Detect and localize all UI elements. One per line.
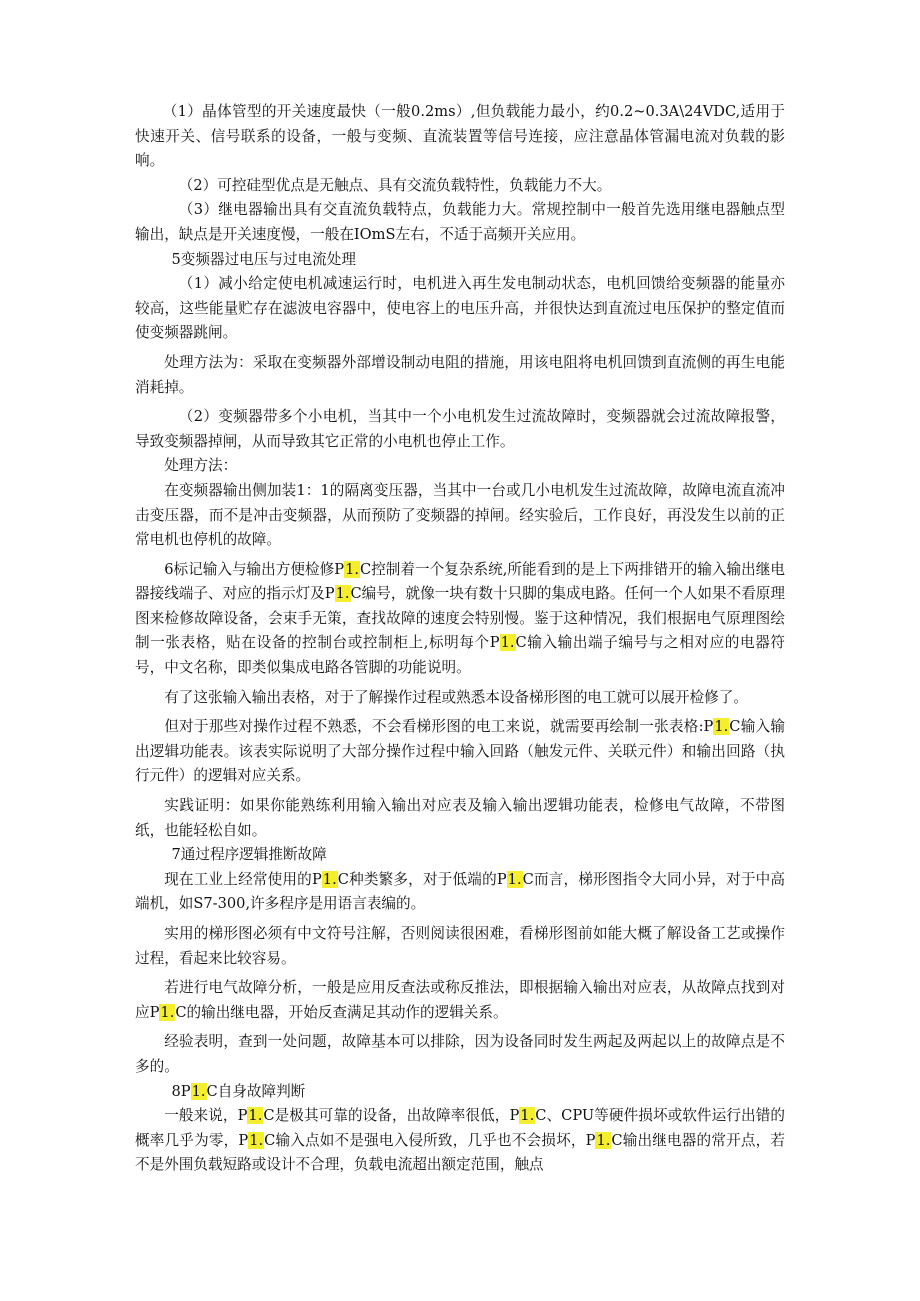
document-body [135, 100, 785, 1178]
paragraph: （2）变频器带多个小电机，当其中一个小电机发生过流故障时，变频器就会过流故障报警，导致变频器掉闸，从而导致其它正常的小电机也停止工作。 [135, 408, 785, 450]
paragraph: 有了这张输入输出表格，对于了解操作过程或熟悉本设备梯形图的电工就可以展开检修了。 [164, 688, 748, 706]
paragraph [135, 1104, 785, 1178]
text-run: C编号，就像一块有数十只脚的集成电路。任何一个人如果不看原理图来检修故障设备，会束手无策，查找故障的速度会特别慢。鉴于这种情况，我们根据电气原理图绘制一张表格，贴在设备的控制台或控制柜上,标明每个P [135, 585, 785, 652]
paragraph [135, 715, 785, 789]
paragraph: （3）继电器输出具有交直流负载特点，负载能力大。常规控制中一般首先选用继电器触点型输出，缺点是开关速度慢，一般在IOmS左右，不适于高频开关应用。 [135, 201, 785, 243]
highlight: 1. [345, 560, 359, 578]
paragraph: （1）减小给定使电机减速运行时，电机进入再生发电制动状态，电机回馈给变频器的能量亦较高，这些能量贮存在滤波电容器中，使电容上的电压升高，并很快达到直流过电压保护的整定值而使变频器跳闸。 [135, 275, 785, 342]
paragraph [135, 976, 785, 1025]
text-run: C输出继电器的常开点，若不是外围负载短路或设计不合理，负载电流超出额定范围，触点 [135, 1131, 785, 1174]
text-run: C输入输出端子编号与之相对应的电器符号，中文名称，即类似集成电路各管脚的功能说明。 [135, 634, 785, 677]
highlight: 1. [249, 1131, 264, 1149]
highlight: 1. [191, 1082, 206, 1100]
highlight: 1. [322, 870, 337, 888]
text-run: C控制着一个复杂系统,所能看到的是上下两排错开的输入输出继电器接线端子、对应的指示灯及P [135, 560, 785, 603]
text-run: C自身故障判断 [206, 1082, 306, 1100]
highlight: 1. [520, 1107, 535, 1125]
highlight: 1. [507, 870, 522, 888]
section-heading: 7通过程序逻辑推断故障 [171, 846, 327, 864]
text-run: C输入点如不是强电入侵所致，几乎也不会损坏，P [264, 1131, 596, 1149]
paragraph: 实用的梯形图必须有中文符号注解，否则阅读很困难，看梯形图前如能大概了解设备工艺或操作过程，看起来比较容易。 [135, 925, 785, 967]
section-heading: 5变频器过电压与过电流处理 [171, 250, 356, 268]
paragraph [135, 558, 785, 681]
paragraph: （2）可控硅型优点是无触点、具有交流负载特性，负载能力不大。 [178, 176, 612, 194]
paragraph: 处理方法为：采取在变频器外部增设制动电阻的措施，用该电阻将电机回馈到直流侧的再生电能消耗掉。 [135, 353, 785, 396]
highlight: 1. [714, 718, 729, 736]
paragraph: （1）晶体管型的开关速度最快（一般0.2ms）,但负载能力最小，约0.2~0.3A\24VDC,适用于快速开关、信号联系的设备，一般与变频、直流装置等信号连接，应注意晶体管漏电流对负载的影响。 [135, 103, 785, 170]
text-run: 一般来说，P [164, 1107, 248, 1125]
highlight: 1. [500, 634, 515, 652]
highlight: 1. [335, 585, 350, 603]
highlight: 1. [248, 1107, 263, 1125]
text-run: C种类繁多，对于低端的P [337, 870, 507, 888]
text-run: C是极其可靠的设备，出故障率很低，P [263, 1107, 520, 1125]
text-run: C的输出继电器，开始反查满足其动作的逻辑关系。 [175, 1003, 508, 1021]
text-run: 现在工业上经常使用的P [164, 870, 322, 888]
text-run: C输入输出逻辑功能表。该表实际说明了大部分操作过程中输入回路（触发元件、关联元件）和输出回路（执行元件）的逻辑对应关系。 [135, 718, 785, 785]
text-run: 但对于那些对操作过程不熟悉，不会看梯形图的电工来说，就需要再绘制一张表格:P [164, 718, 714, 736]
paragraph: 实践证明：如果你能熟练利用输入输出对应表及输入输出逻辑功能表，检修电气故障，不带图纸，也能轻松自如。 [135, 797, 785, 839]
highlight: 1. [160, 1003, 175, 1021]
paragraph [135, 868, 785, 917]
text-run: 8P [171, 1082, 191, 1100]
text-run: C而言，梯形图指令大同小异，对于中高端机，如S7-300,许多程序是用语言表编的。 [135, 870, 785, 913]
section-heading [135, 1080, 785, 1105]
text-run: C、CPU等硬件损坏或软件运行出错的概率几乎为零，P [135, 1107, 785, 1149]
paragraph: 在变频器输出侧加装1：1的隔离变压器，当其中一台或几小电机发生过流故障，故障电流直流冲击变压器，而不是冲击变频器，从而预防了变频器的掉闸。经实验后，工作良好，再没发生以前的正常电机也停机的故障。 [135, 481, 785, 549]
paragraph: 经验表明，查到一处问题，故障基本可以排除，因为设备同时发生两起及两起以上的故障点是不多的。 [135, 1033, 785, 1075]
highlight: 1. [596, 1131, 611, 1149]
paragraph: 处理方法： [164, 457, 238, 475]
text-run: 若进行电气故障分析，一般是应用反查法或称反推法，即根据输入输出对应表，从故障点找到对应P [135, 979, 785, 1021]
text-run: 6标记输入与输出方便检修P [164, 560, 345, 578]
